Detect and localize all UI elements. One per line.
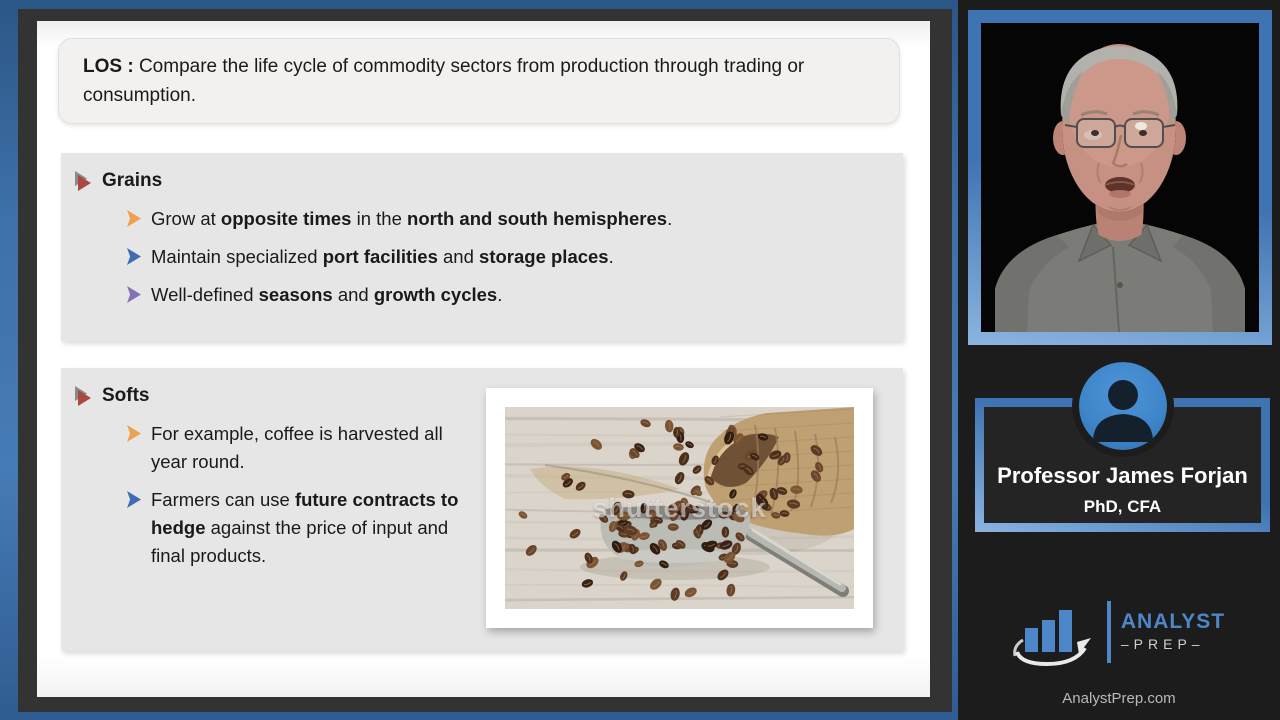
- bullet-text: Well-defined seasons and growth cycles.: [151, 284, 503, 305]
- section-arrow-icon: [75, 386, 93, 406]
- bullet-item: [127, 205, 885, 233]
- bullet-text: For example, coffee is harvested all year round.: [151, 423, 443, 472]
- arrow-bullet-icon: [127, 210, 141, 227]
- logo-bars-icon: [1013, 596, 1097, 668]
- site-url: AnalystPrep.com: [1062, 690, 1176, 707]
- los-box: [58, 38, 900, 124]
- bullet-item: [127, 486, 463, 570]
- speaker-video[interactable]: [981, 23, 1259, 332]
- section-arrow-icon: [75, 171, 93, 191]
- grains-bullets: [127, 205, 885, 309]
- slide-inner-frame: [18, 9, 952, 712]
- bullet-item: [127, 420, 463, 476]
- logo-analyst: ANALYST: [1120, 610, 1226, 633]
- logo-wordmark: [1121, 610, 1225, 654]
- logo-prep: –PREP–: [1120, 636, 1205, 652]
- los-text: LOS : Compare the life cycle of commodity sectors from production through trading or consumption.: [83, 56, 805, 106]
- section-title: Grains: [102, 170, 163, 191]
- bullet-text: Farmers can use future contracts to hedge against the price of input and final products.: [151, 489, 459, 566]
- speaker-credentials: PhD, CFA: [1083, 497, 1162, 516]
- bullet-text: Grow at opposite times in the north and south hemispheres.: [151, 208, 673, 229]
- bullet-item: [127, 281, 885, 309]
- stock-watermark: shutterstock: [592, 493, 767, 523]
- arrow-bullet-icon: [127, 248, 141, 265]
- logo-divider: [1107, 601, 1111, 663]
- analystprep-logo: [958, 596, 1280, 668]
- section-header: [75, 170, 885, 192]
- arrow-bullet-icon: [127, 425, 141, 442]
- speaker-card: [975, 398, 1270, 532]
- bullet-text: Maintain specialized port facilities and storage places.: [151, 246, 614, 267]
- speaker-portrait: [981, 23, 1259, 332]
- coffee-illustration: [505, 407, 854, 609]
- person-avatar-icon: [1079, 362, 1167, 450]
- arrow-bullet-icon: [127, 286, 141, 303]
- speaker-video-frame: [968, 10, 1272, 345]
- bullet-item: [127, 243, 885, 271]
- speaker-name: Professor James Forjan: [997, 463, 1248, 488]
- section-title: Softs: [102, 385, 150, 406]
- arrow-bullet-icon: [127, 491, 141, 508]
- coffee-image: [486, 388, 873, 628]
- softs-bullets: [127, 420, 463, 570]
- grains-section: [61, 153, 903, 341]
- slide: [37, 21, 930, 697]
- speaker-panel: [958, 0, 1280, 720]
- coffee-photo: [505, 407, 854, 609]
